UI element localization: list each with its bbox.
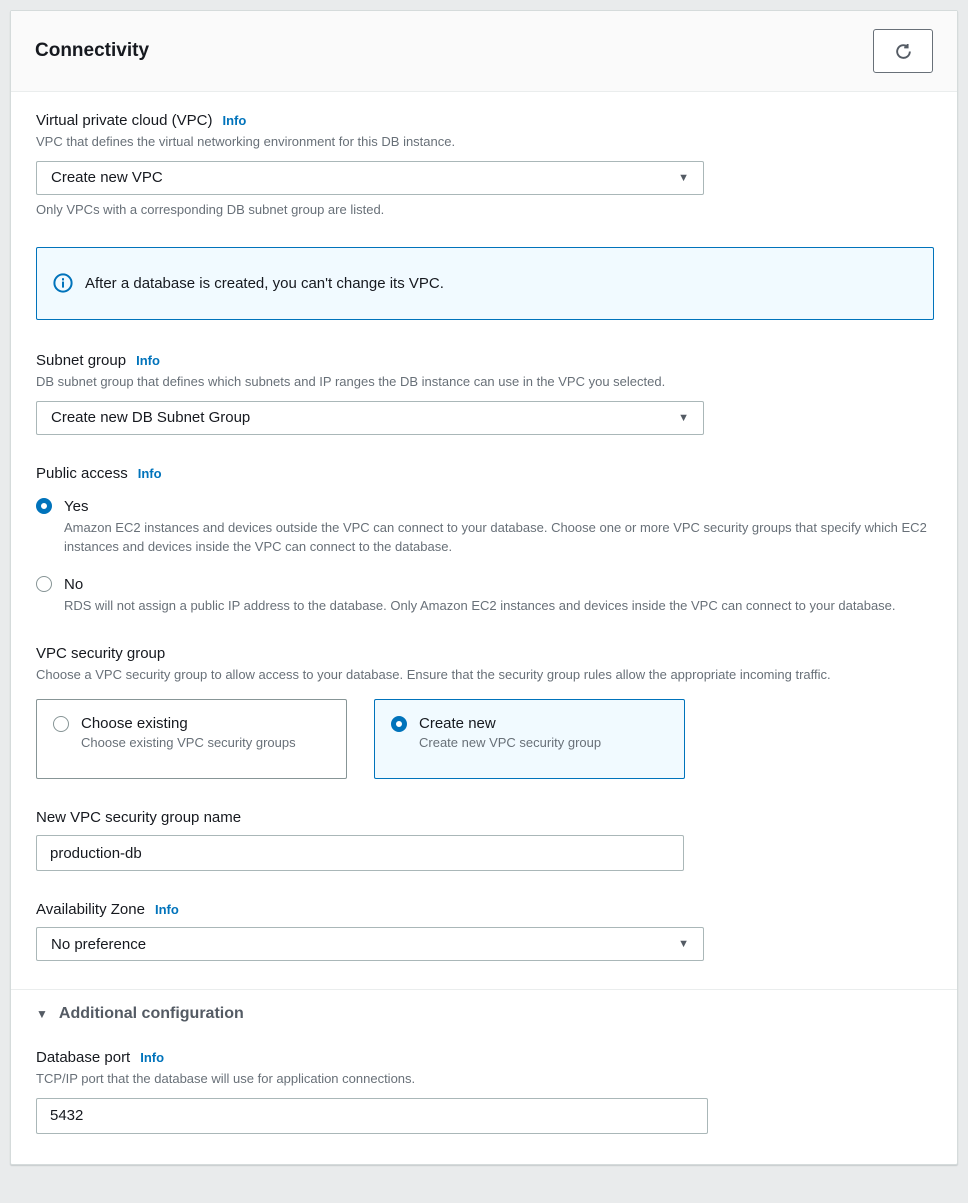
choose-existing-radio[interactable] [53, 716, 69, 732]
vpc-select[interactable] [36, 161, 704, 195]
panel-header [11, 11, 957, 92]
vpc-info-link[interactable]: Info [222, 113, 247, 128]
public-access-no-label[interactable]: No [64, 575, 84, 593]
chevron-down-icon: ▼ [678, 171, 689, 184]
additional-configuration-toggle[interactable] [36, 1005, 932, 1023]
create-new-radio[interactable] [391, 716, 407, 732]
availability-zone-select[interactable] [36, 927, 704, 961]
availability-zone-info-link[interactable]: Info [154, 902, 179, 918]
database-port-label: Database port [36, 1049, 131, 1067]
new-sg-name-input[interactable] [36, 835, 684, 871]
public-access-label: Public access [36, 464, 128, 482]
public-access-yes-label[interactable]: Yes [64, 497, 89, 515]
choose-existing-subtitle: Choose existing VPC security groups [81, 735, 296, 751]
vpc-helper-text: Only VPCs with a corresponding DB subnet group are listed. [36, 201, 385, 217]
vpc-security-group-label: VPC security group [36, 645, 166, 663]
connectivity-panel [10, 10, 958, 1165]
chevron-down-icon: ▼ [678, 411, 689, 424]
tile-choose-existing[interactable] [36, 699, 347, 779]
additional-configuration-section [11, 989, 957, 1164]
subnet-group-select[interactable] [36, 401, 704, 435]
availability-zone-label: Availability Zone [36, 901, 145, 919]
public-access-option-no [36, 576, 932, 616]
public-access-yes-description: Amazon EC2 instances and devices outside the VPC can connect to your database. Choose one or more VPC security groups that specify which EC2 instances and devices inside the VPC can connect to the database. [64, 519, 927, 555]
new-sg-name-label: New VPC security group name [36, 809, 242, 827]
chevron-down-icon: ▼ [678, 938, 689, 951]
create-new-title: Create new [419, 715, 496, 733]
refresh-button[interactable] [873, 29, 933, 73]
vpc-label: Virtual private cloud (VPC) [36, 112, 213, 129]
vpc-security-group-tiles [36, 699, 932, 779]
subnet-group-info-link[interactable]: Info [136, 352, 160, 368]
additional-configuration-title: Additional configuration [58, 1005, 244, 1023]
database-port-info-link[interactable]: Info [140, 1050, 165, 1066]
caret-down-icon: ▼ [36, 1007, 48, 1022]
public-access-no-description: RDS will not assign a public IP address to the database. Only Amazon EC2 instances and devices inside the VPC can connect to your database. [64, 597, 896, 613]
panel-body [11, 92, 957, 989]
availability-zone-field [36, 901, 932, 961]
refresh-icon [894, 42, 913, 61]
public-access-option-yes [36, 498, 932, 557]
database-port-field [36, 1049, 932, 1134]
alert-message: After a database is created, you can't change its VPC. [85, 274, 444, 292]
choose-existing-title: Choose existing [81, 715, 188, 733]
public-access-yes-radio[interactable] [36, 498, 52, 514]
database-port-description: TCP/IP port that the database will use for application connections. [36, 1071, 416, 1087]
tile-create-new[interactable] [374, 699, 685, 779]
subnet-group-label: Subnet group [36, 351, 127, 369]
availability-zone-select-value: No preference [51, 935, 147, 953]
public-access-no-radio[interactable] [36, 576, 52, 592]
info-icon [53, 273, 73, 293]
vpc-security-group-field [36, 645, 932, 779]
database-port-input[interactable] [36, 1098, 708, 1134]
vpc-field [36, 112, 932, 217]
vpc-change-alert [36, 247, 934, 320]
subnet-group-description: DB subnet group that defines which subnets and IP ranges the DB instance can use in the VPC you selected. [36, 373, 666, 389]
public-access-info-link[interactable]: Info [137, 465, 162, 481]
create-new-subtitle: Create new VPC security group [419, 735, 602, 751]
vpc-security-group-description: Choose a VPC security group to allow access to your database. Ensure that the security group rules allow the appropriate incoming traffic. [36, 667, 831, 683]
vpc-select-value: Create new VPC [51, 169, 163, 187]
panel-title: Connectivity [35, 40, 150, 61]
subnet-group-field [36, 352, 932, 435]
new-sg-name-field [36, 809, 932, 871]
public-access-field [36, 465, 932, 616]
vpc-description: VPC that defines the virtual networking environment for this DB instance. [36, 134, 456, 149]
subnet-group-select-value: Create new DB Subnet Group [51, 409, 251, 427]
